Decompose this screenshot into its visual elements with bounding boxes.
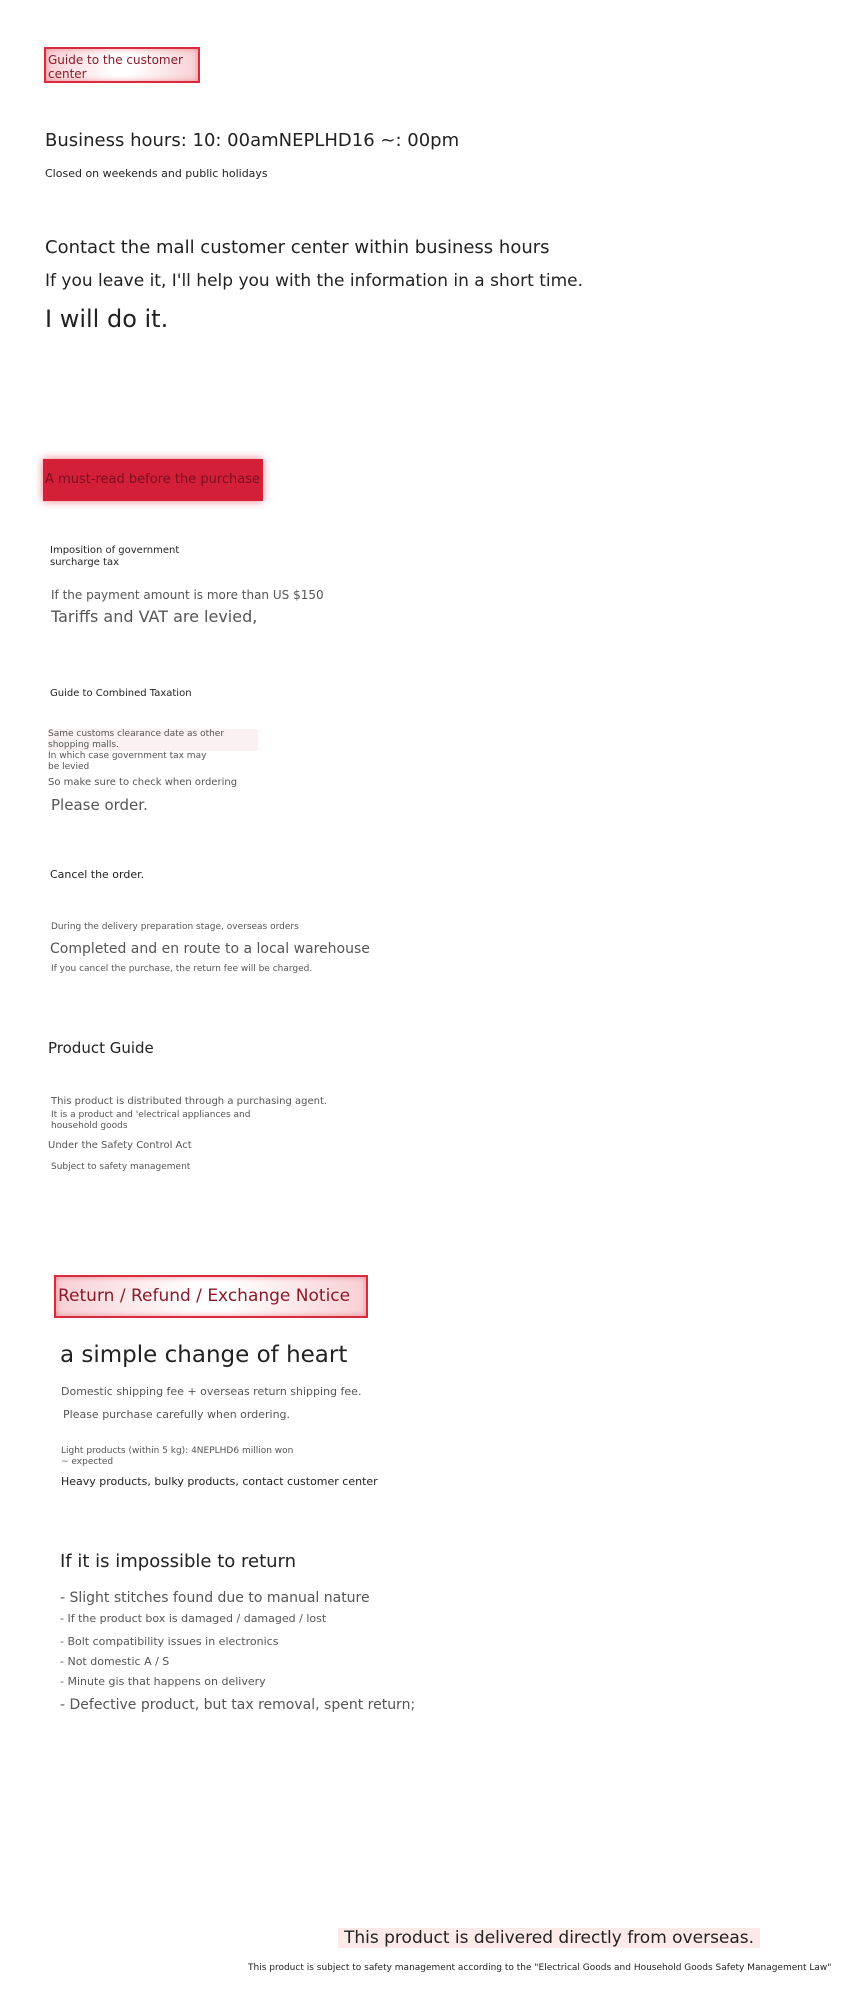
closed-notice: Closed on weekends and public holidays: [45, 167, 268, 180]
footer-line-1: This product is delivered directly from overseas.: [338, 1928, 760, 1948]
tax-line-1: If the payment amount is more than US $150: [51, 588, 324, 602]
change-line-1: Domestic shipping fee + overseas return shipping fee.: [61, 1385, 362, 1398]
contact-line-2: If you leave it, I'll help you with the information in a short time.: [45, 271, 584, 291]
impossible-return-title: If it is impossible to return: [60, 1551, 297, 1572]
contact-line-3: I will do it.: [45, 305, 169, 333]
customer-center-badge: Guide to the customer center: [44, 47, 200, 83]
contact-line-1: Contact the mall customer center within business hours: [45, 237, 550, 258]
footer-line-2: This product is subject to safety management according to the "Electrical Goods and Household Goods Safety Management Law": [248, 1963, 832, 1973]
cancel-line-3: If you cancel the purchase, the return fee will be charged.: [51, 964, 313, 974]
product-line-4: Subject to safety management: [51, 1162, 191, 1172]
cancel-title: Cancel the order.: [50, 868, 145, 881]
tax-title: Imposition of government surcharge tax: [50, 545, 180, 568]
combined-title: Guide to Combined Taxation: [50, 688, 192, 699]
list-item: - Minute gis that happens on delivery: [60, 1675, 266, 1688]
list-item: - If the product box is damaged / damaged / lost: [60, 1612, 327, 1625]
change-of-heart-title: a simple change of heart: [60, 1342, 348, 1368]
product-guide-title: Product Guide: [48, 1039, 154, 1057]
product-line-3: Under the Safety Control Act: [48, 1140, 192, 1151]
change-line-2: Please purchase carefully when ordering.: [63, 1408, 291, 1421]
tax-line-2: Tariffs and VAT are levied,: [51, 607, 258, 626]
business-hours: Business hours: 10: 00amNEPLHD16 ~: 00pm: [45, 130, 460, 151]
combined-line-2: In which case government tax may be levied: [48, 751, 207, 772]
list-item: - Defective product, but tax removal, spent return;: [60, 1697, 416, 1713]
combined-line-1: Same customs clearance date as other shopping malls.: [48, 729, 258, 751]
cancel-line-2: Completed and en route to a local warehouse: [50, 941, 370, 957]
list-item: - Slight stitches found due to manual nature: [60, 1590, 370, 1606]
cancel-line-1: During the delivery preparation stage, overseas orders: [51, 922, 299, 932]
list-item: - Bolt compatibility issues in electronics: [60, 1635, 279, 1648]
combined-line-3: So make sure to check when ordering: [48, 777, 238, 788]
product-line-2: It is a product and 'electrical appliances and household goods: [51, 1110, 251, 1131]
return-notice-badge: Return / Refund / Exchange Notice: [54, 1275, 368, 1318]
change-line-4: Heavy products, bulky products, contact customer center: [61, 1475, 378, 1488]
must-read-badge: A must-read before the purchase: [43, 459, 263, 501]
combined-line-4: Please order.: [51, 796, 148, 814]
product-line-1: This product is distributed through a purchasing agent.: [51, 1096, 328, 1107]
change-line-3: Light products (within 5 kg): 4NEPLHD6 million won ~ expected: [61, 1446, 294, 1467]
list-item: - Not domestic A / S: [60, 1655, 170, 1668]
